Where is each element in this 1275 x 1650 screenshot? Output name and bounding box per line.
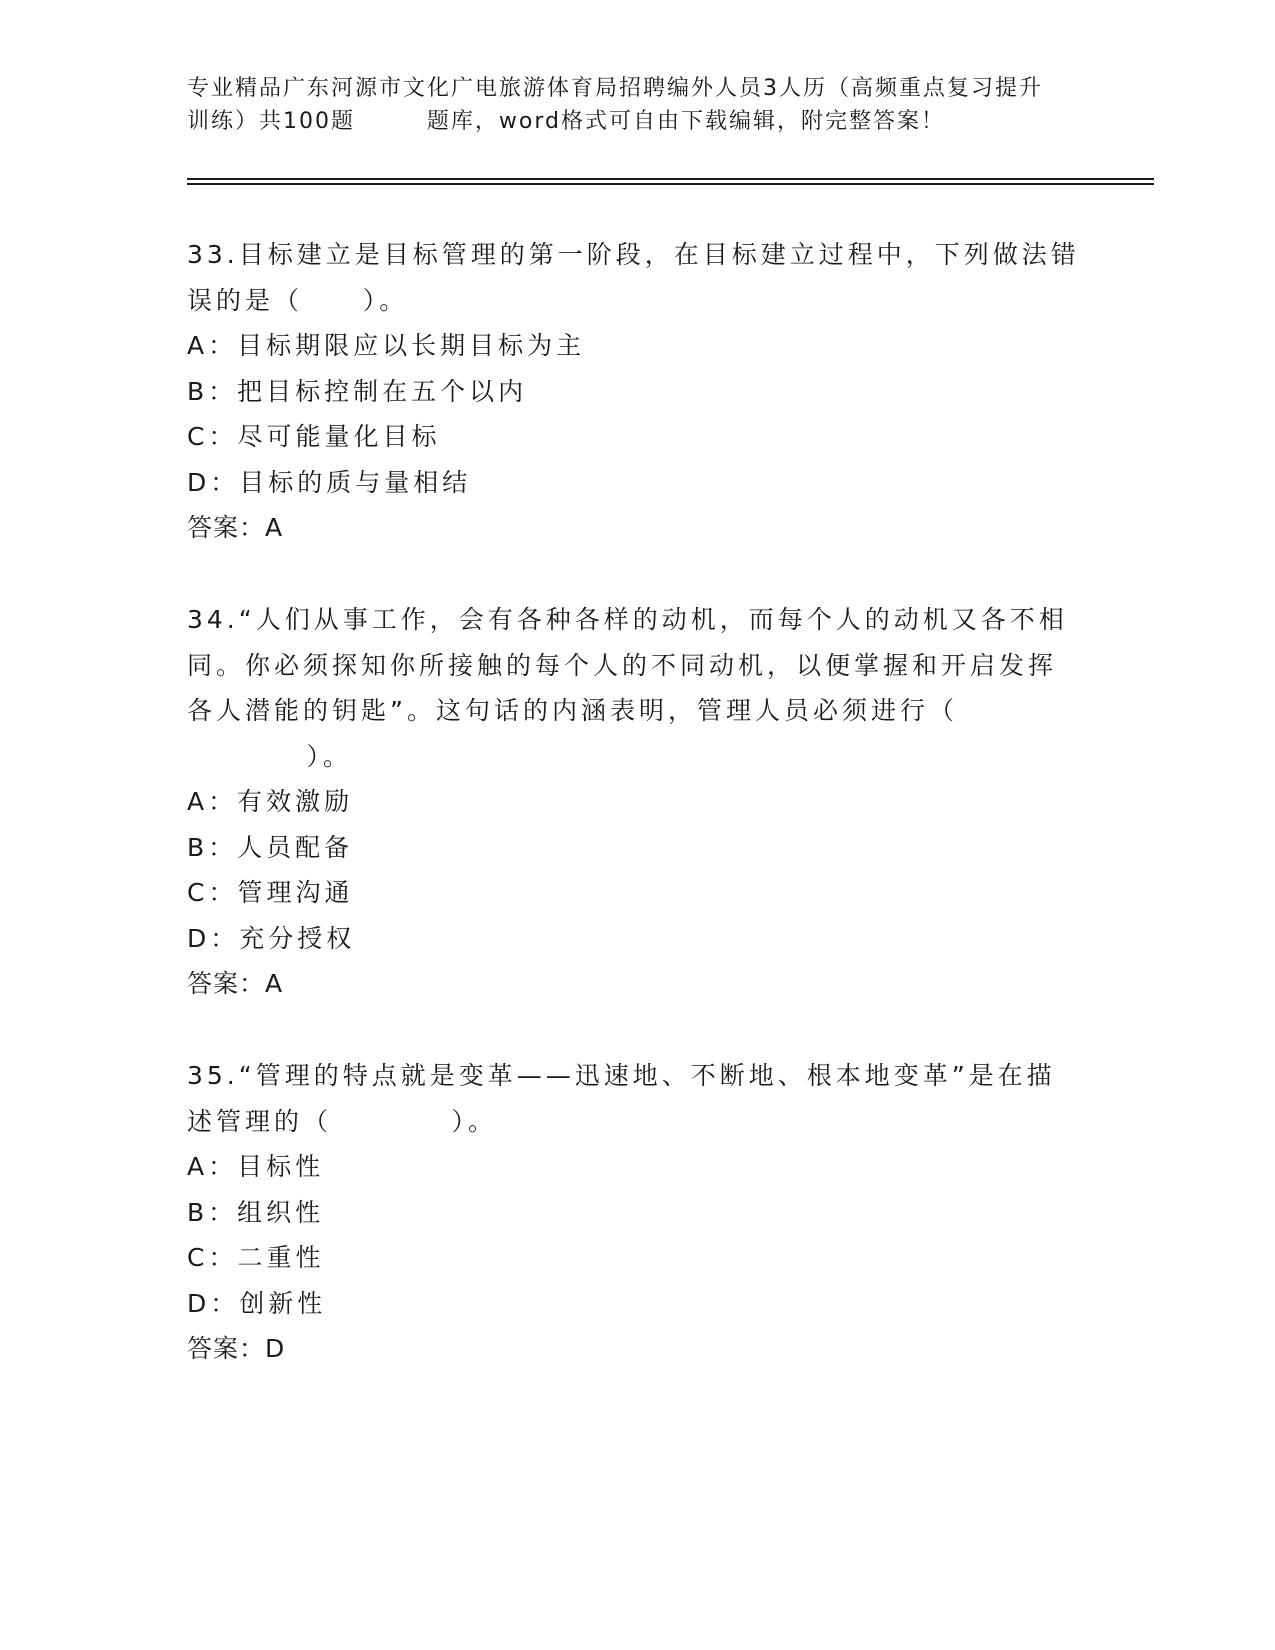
document-header xyxy=(187,72,1087,138)
option-d: D：创新性 xyxy=(187,1288,327,1318)
option-a: A：目标性 xyxy=(187,1152,325,1181)
option-c: C：尽可能量化目标 xyxy=(187,422,441,451)
answer-label: 答案：D xyxy=(187,1334,286,1363)
answer-label: 答案：A xyxy=(187,969,284,998)
answer-label: 答案：A xyxy=(187,513,284,542)
question-stem-line: 33.目标建立是目标管理的第一阶段，在目标建立过程中，下列做法错 xyxy=(187,240,1080,269)
option-b: B：人员配备 xyxy=(187,832,354,862)
header-divider-bottom xyxy=(187,183,1154,185)
header-divider-top xyxy=(187,178,1154,180)
header-title-line-1: 专业精品广东河源市文化广电旅游体育局招聘编外人员3人历（高频重点复习提升 xyxy=(187,76,1043,101)
question-33 xyxy=(187,232,1087,551)
question-35 xyxy=(187,1053,1087,1372)
question-stem-line: 同。你必须探知你所接触的每个人的不同动机，以便掌握和开启发挥 xyxy=(187,650,1058,680)
question-stem-line: 述管理的（ ）。 xyxy=(187,1106,497,1136)
question-stem-line: 误的是（ ）。 xyxy=(187,285,409,315)
option-a: A：目标期限应以长期目标为主 xyxy=(187,331,586,360)
question-stem-line: ）。 xyxy=(187,741,352,771)
option-d: D：充分授权 xyxy=(187,923,356,953)
option-b: B：组织性 xyxy=(187,1197,325,1227)
question-stem-line: 各人潜能的钥匙”。这句话的内涵表明，管理人员必须进行（ xyxy=(187,696,958,725)
question-stem-line: 35.“管理的特点就是变革——迅速地、不断地、根本地变革”是在描 xyxy=(187,1061,1056,1090)
option-d: D：目标的质与量相结 xyxy=(187,467,472,497)
option-c: C：二重性 xyxy=(187,1243,325,1272)
question-stem-line: 34.“人们从事工作，会有各种各样的动机，而每个人的动机又各不相 xyxy=(187,605,1068,634)
option-c: C：管理沟通 xyxy=(187,878,354,907)
option-b: B：把目标控制在五个以内 xyxy=(187,376,528,406)
header-title-line-2: 训练）共100题 题库，word格式可自由下载编辑，附完整答案！ xyxy=(187,109,946,134)
question-34 xyxy=(187,597,1087,1007)
option-a: A：有效激励 xyxy=(187,787,354,816)
